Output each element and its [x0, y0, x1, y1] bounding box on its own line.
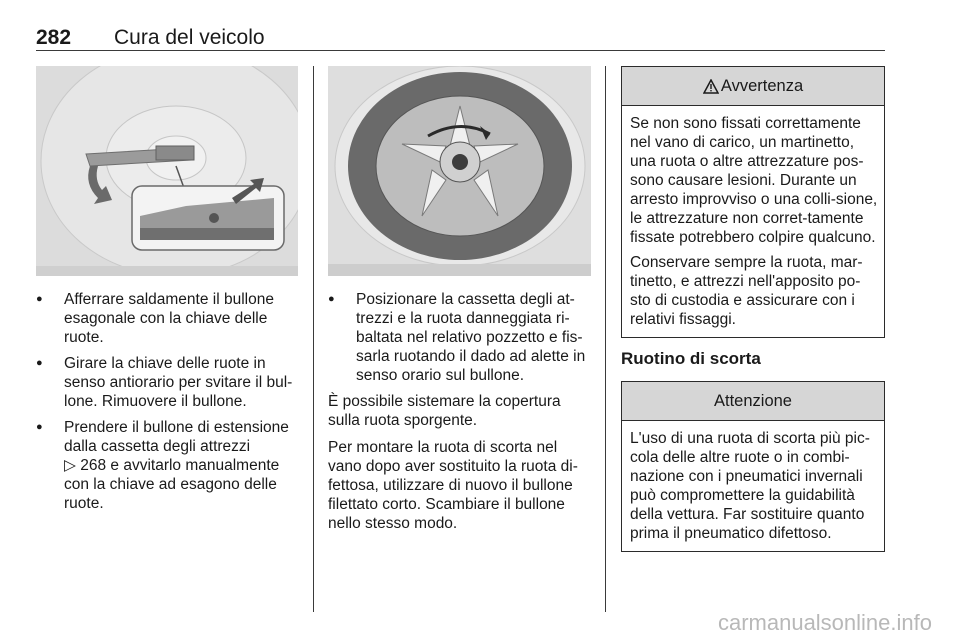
- warning-box: [621, 66, 885, 338]
- list-item: ● Girare la chiave delle ruote in senso antiorario per svitare il bul-lone. Rimuovere il bullone.: [36, 354, 298, 411]
- warning-title: Avvertenza: [720, 76, 804, 95]
- caution-title: Attenzione: [714, 391, 792, 410]
- page-title: Cura del veicolo: [114, 26, 265, 49]
- column-divider-2: [605, 66, 606, 612]
- warning-triangle-icon: [703, 79, 719, 94]
- spare-wheel-illustration: [328, 66, 591, 276]
- page-number: 282: [36, 26, 72, 49]
- paragraph: Per montare la ruota di scorta nel vano dopo aver sostituito la ruota di-fettosa, utilizzare di nuovo il bullone filettato corto. Scambiare il bullone nello stesso modo.: [328, 439, 578, 532]
- list-item: ● Prendere il bullone di estensione dalla cassetta degli attrezzi ▷ 268 e avvitarlo manualmente con la chiave ad esagono delle ruote.: [36, 418, 298, 513]
- caution-box-header: [622, 382, 884, 421]
- list-item: ● Afferrare saldamente il bullone esagonale con la chiave delle ruote.: [36, 290, 298, 347]
- section-title: Ruotino di scorta: [621, 349, 761, 368]
- caution-text: L'uso di una ruota di scorta più pic-cola delle altre ruote o in combi-nazione con i pneumatici invernali può compromettere la guidabilità della vettura. Far sostituire quanto prima il pneumatico difettoso.: [630, 430, 870, 542]
- header-rule: [36, 50, 885, 51]
- page-header: [36, 26, 265, 50]
- column-2-text: [328, 290, 592, 541]
- list-item: ● Posizionare la cassetta degli at-trezzi e la ruota danneggiata ri-baltata nel relativo pozzetto e fis-sarla ruotando il dado ad alette in senso orario sul bullone.: [328, 290, 592, 385]
- watermark: carmanualsonline.info: [717, 610, 932, 635]
- warning-box-header: [622, 67, 884, 106]
- paragraph: È possibile sistemare la copertura sulla ruota sporgente.: [328, 393, 561, 429]
- wrench-bolt-illustration: [36, 66, 298, 276]
- page-reference-arrow-icon[interactable]: ▷: [64, 457, 76, 474]
- column-1-text: [36, 290, 298, 520]
- caution-box: [621, 381, 885, 552]
- warning-paragraph: Conservare sempre la ruota, mar-tinetto, e attrezzi nell'apposito po-sto di custodia e assicurare con i relativi fissaggi.: [630, 254, 863, 328]
- column-divider-1: [313, 66, 314, 612]
- warning-paragraph: Se non sono fissati correttamente nel vano di carico, un martinetto, una ruota o altre attrezzature pos-sono causare lesioni. Durante un arresto improvviso o una colli-sione, le attrezzature non corret-tamente fissate potrebbero colpire qualcuno.: [630, 115, 878, 246]
